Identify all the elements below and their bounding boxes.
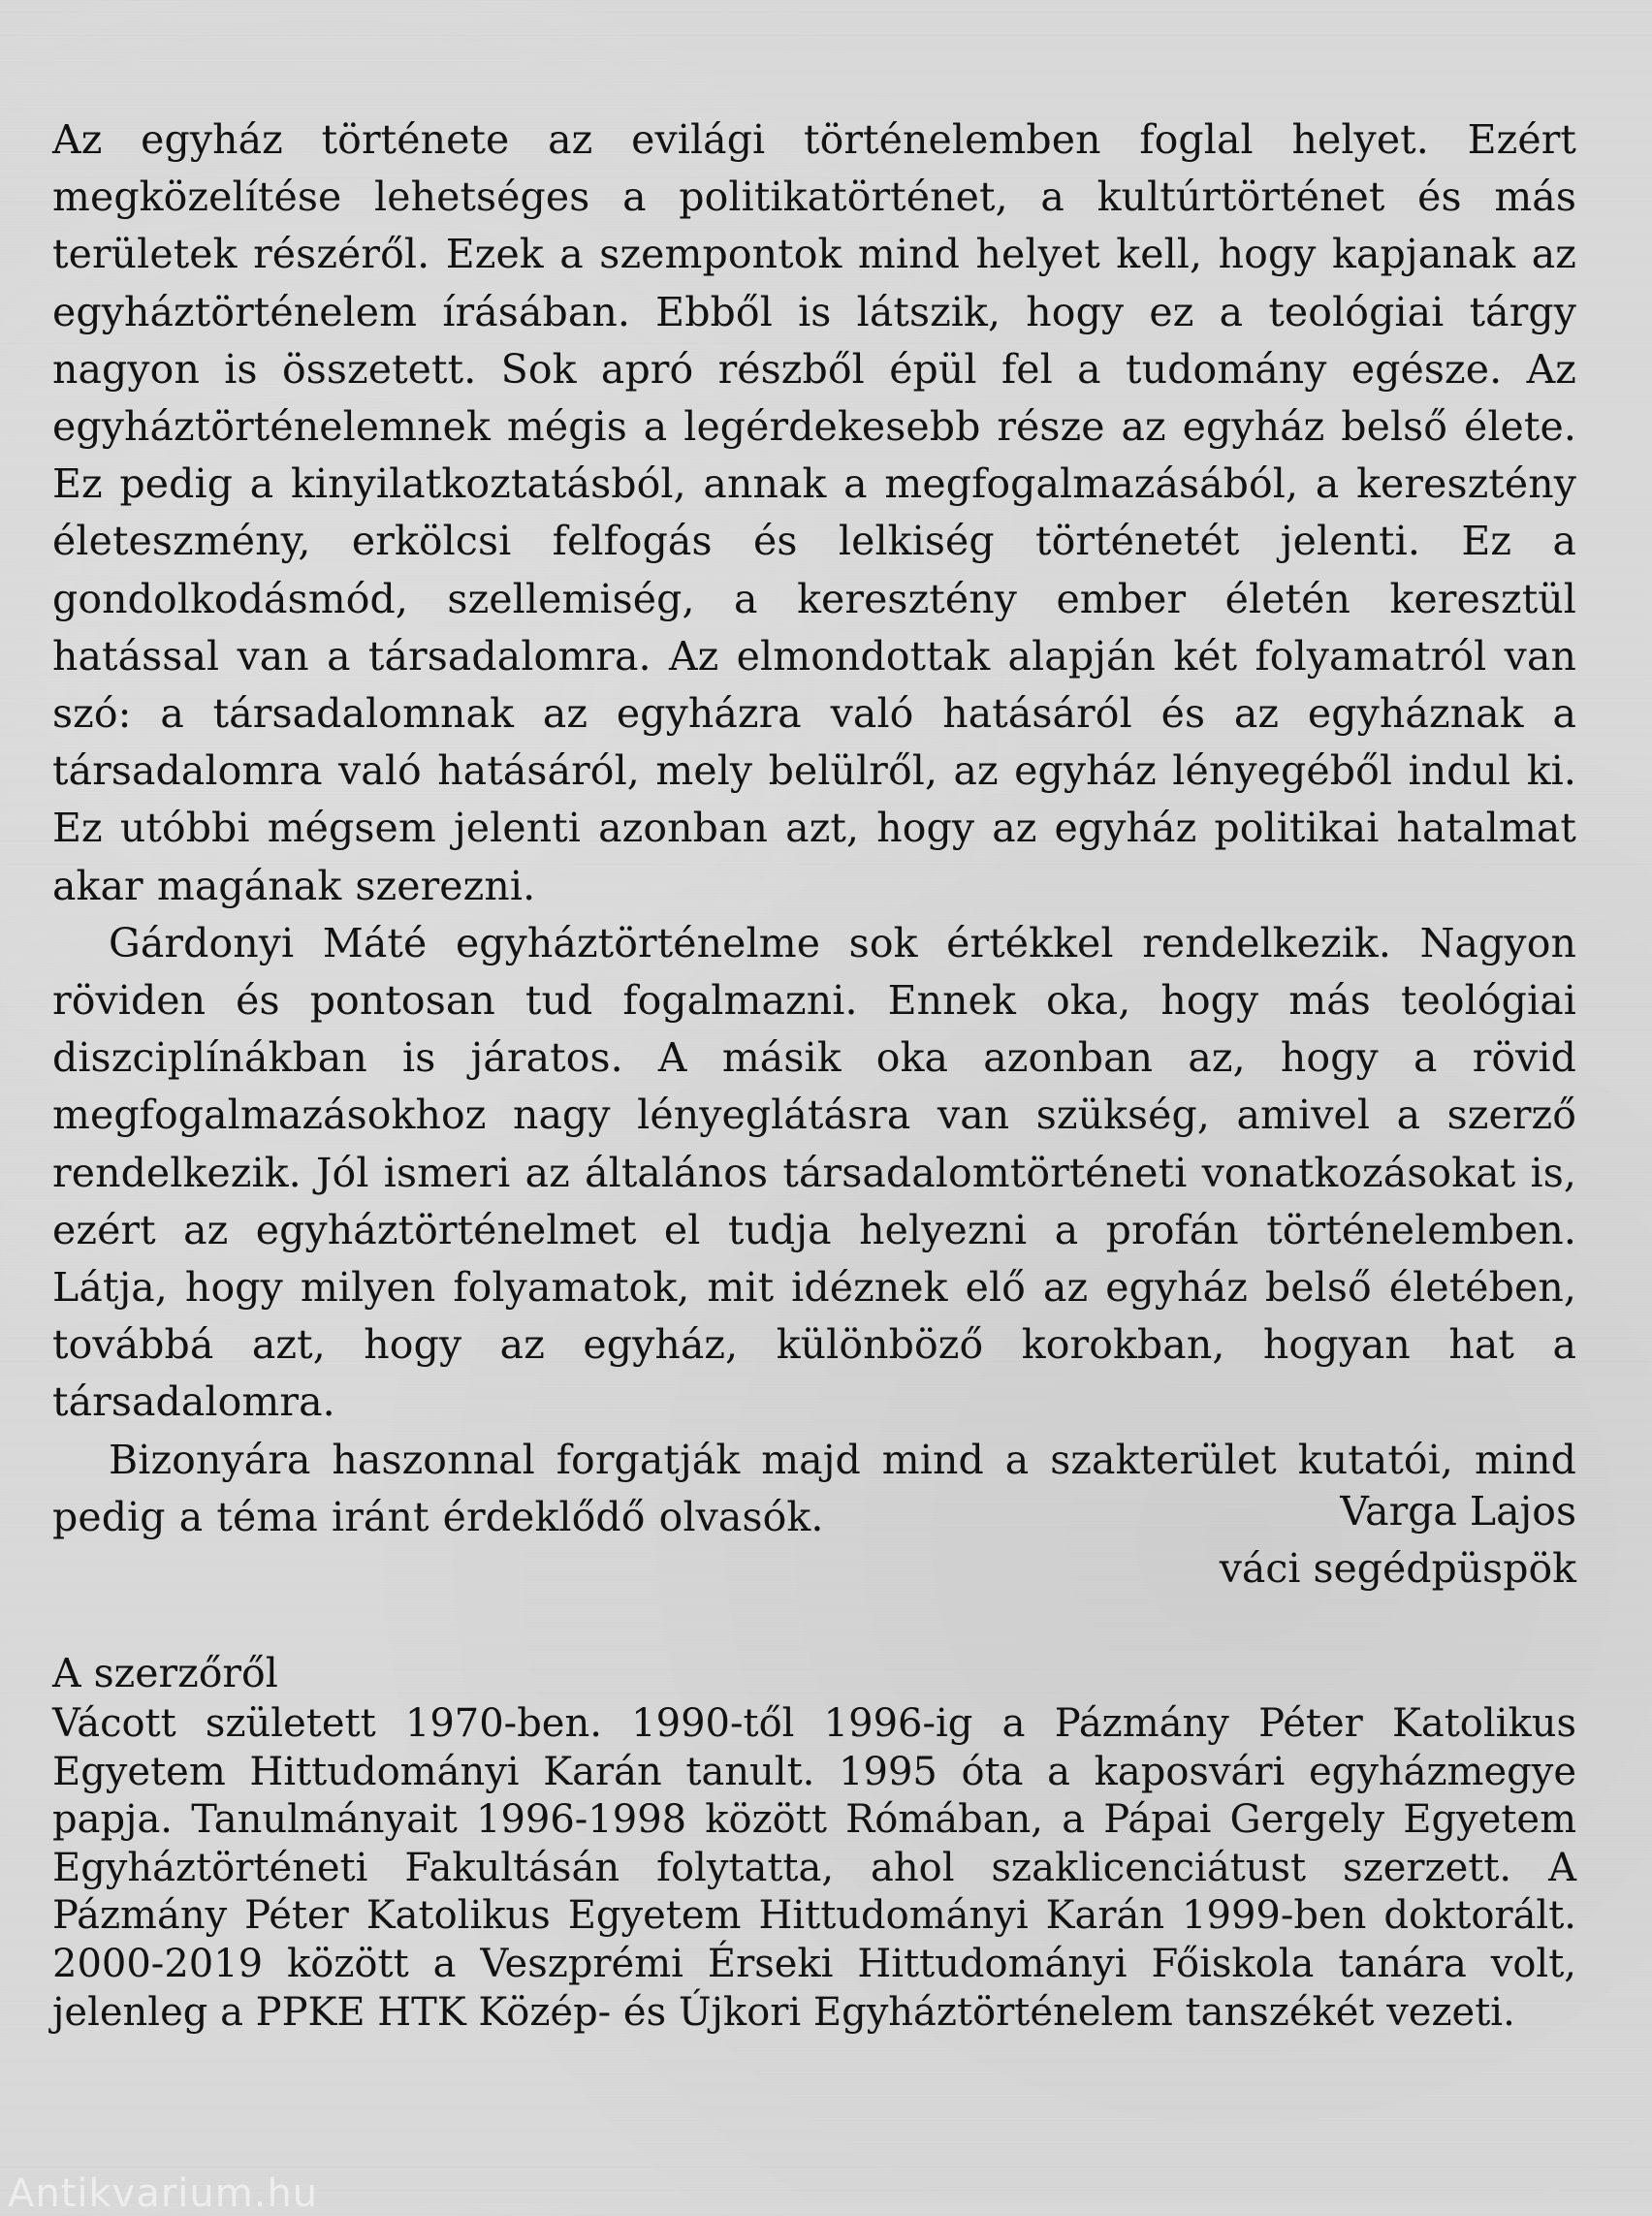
preface-paragraph-1: Az egyház története az evilági történelemben foglal helyet. Ezért megközelítése lehetséges a politikatörténet, a kultúrtörténet és más területek részéről. Ezek a szempontok mind helyet kell, hogy kapjanak az egyháztörténelem írásában. Ebből is látszik, hogy ez a teológiai tárgy nagyon is összetett. Sok apró részből épül fel a tudomány egésze. Az egyháztörténelemnek mégis a legérdekesebb része az egyház belső élete. Ez pedig a kinyilatkoztatásból, annak a megfogalmazásából, a keresztény életeszmény, erkölcsi felfogás és lelkiség történetét jelenti. Ez a gondolkodásmód, szellemiség, a keresztény ember életén keresztül hatással van a társadalomra. Az elmondottak alapján két folyamatról van szó: a társadalomnak az egyházra való hatásáról és az egyháznak a társadalomra való hatásáról, mely belülről, az egyház lényegéből indul ki. Ez utóbbi mégsem jelenti azonban azt, hogy az egyház politikai hatalmat akar magának szerezni. <box>52 116 1576 909</box>
signature-title: váci segédpüspök <box>1219 1545 1576 1593</box>
about-author-heading: A szerzőről <box>52 1650 278 1696</box>
preface-paragraph-2: Gárdonyi Máté egyháztörténelme sok értékkel rendelkezik. Nagyon röviden és pontosan tud fogalmazni. Ennek oka, hogy más teológiai diszciplínákban is járatos. A másik oka azonban az, hogy a rövid megfogalmazásokhoz nagy lényeglátásra van szükség, amivel a szerző rendelkezik. Jól ismeri az általános társadalomtörténeti vonatkozásokat is, ezért az egyháztörténelmet el tudja helyezni a profán történelemben. Látja, hogy milyen folyamatok, mit idéznek elő az egyház belső életében, továbbá azt, hogy az egyház, különböző korokban, hogyan hat a társadalomra. <box>52 919 1576 1426</box>
preface-text <box>52 111 1576 1546</box>
watermark: Antikvarium.hu <box>8 2171 319 2216</box>
signature-name: Varga Lajos <box>1340 1488 1576 1535</box>
signature <box>1220 1483 1576 1598</box>
about-author-text <box>52 1700 1576 2037</box>
preface-paragraph-3: Bizonyára haszonnal forgatják majd mind a szakterület kutatói, mind pedig a téma iránt érdeklődő olvasók. <box>52 1436 1576 1540</box>
about-author-paragraph: Vácott született 1970-ben. 1990-től 1996-ig a Pázmány Péter Katolikus Egyetem Hittudományi Karán tanult. 1995 óta a kaposvári egyházmegye papja. Tanulmányait 1996-1998 között Rómában, a Pápai Gergely Egyetem Egyháztörténeti Fakultásán folytatta, ahol szaklicenciátust szerzett. A Pázmány Péter Katolikus Egyetem Hittudományi Karán 1999-ben doktorált. 2000-2019 között a Veszprémi Érseki Hittudományi Főiskola tanára volt, jelenleg a PPKE HTK Közép- és Újkori Egyháztörténelem tanszékét vezeti. <box>52 1701 1576 2035</box>
